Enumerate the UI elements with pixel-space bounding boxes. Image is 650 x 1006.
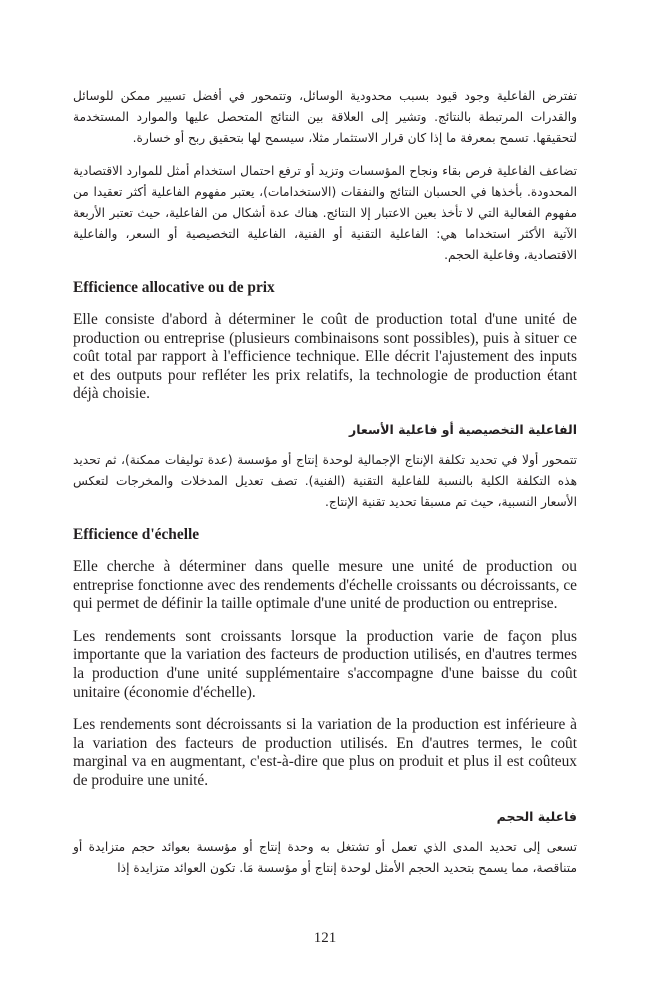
heading-efficience-echelle: Efficience d'échelle	[73, 525, 200, 543]
arabic-paragraph-intro-2: تضاعف الفاعلية فرص بقاء ونجاح المؤسسات وتزيد أو ترفع احتمال استخدام أمثل للموارد الاقتصادية المحدودة. بأخذها في الحسبان النتائج والنفقات (الاستخدامات)، يعتبر مفهوم الفاعلية أكثر تعقيدا من مفهوم الفعالية التي لا تأخذ بعين الاعتبار إلا النتائج. هناك عدة أشكال من الفاعلية، حيث تعتبر الأربعة الآتية الأكثر استخداما هي: الفاعلية التقنية أو الفنية، الفاعلية التخصيصية أو السعر، والفاعلية الاقتصادية، وفاعلية الحجم.	[73, 164, 577, 262]
heading-efficience-allocative: Efficience allocative ou de prix	[73, 279, 275, 296]
french-paragraph-echelle-3: Les rendements sont décroissants si la variation de la production est inférieure à la variation des facteurs de production utilisés. En d'autres termes, le coût marginal va en augmentant, c'est-à-dire que plus on produit et plus il est coûteux de produire une unité.	[73, 716, 577, 789]
arabic-heading-volume: فاعلية الحجم	[496, 808, 577, 824]
french-paragraph-allocative: Elle consiste d'abord à déterminer le coût de production total d'une unité de production ou entreprise (plusieurs combinaisons sont possibles), puis à situer ce coût total par rapport à l'efficience technique. Elle décrit l'ajustement des inputs et des outputs pour refléter les prix relatifs, la technologie de production étant déjà choisie.	[73, 311, 577, 403]
page-number: 121	[313, 930, 337, 946]
french-paragraph-echelle-2: Les rendements sont croissants lorsque la production varie de façon plus importante que la variation des facteurs de production utilisés, en d'autres termes la production d'une unité supplémentaire s'accompagne d'une baisse du coût unitaire (économie d'échelle).	[73, 627, 577, 701]
page-content	[73, 86, 577, 891]
french-paragraph-echelle-1: Elle cherche à déterminer dans quelle mesure une unité de production ou entreprise fonctionne avec des rendements d'échelle croissants ou décroissants, ce qui permet de définir la taille optimale d'une unité de production ou entreprise.	[73, 557, 577, 613]
arabic-paragraph-volume: تسعى إلى تحديد المدى الذي تعمل أو تشتغل به وحدة إنتاج أو مؤسسة بعوائد حجم متزايدة أو متناقصة، مما يسمح بتحديد الحجم الأمثل لوحدة إنتاج أو مؤسسة مَا. تكون العوائد متزايدة إذا	[73, 839, 577, 875]
arabic-paragraph-intro-1: تفترض الفاعلية وجود قيود بسبب محدودية الوسائل، وتتمحور في أفضل تسيير ممكن للوسائل والقدرات المرتبطة بالنتائج. وتشير إلى العلاقة بين النتائج المتحصل عليها والموارد المستخدمة لتحقيقها. تسمح بمعرفة ما إذا كان قرار الاستثمار مثلا، سيسمح لها بتحقيق ربح أو خسارة.	[73, 89, 577, 145]
arabic-heading-allocative: الفاعلية التخصيصية أو فاعلية الأسعار	[349, 421, 577, 437]
arabic-paragraph-allocative: تتمحور أولا في تحديد تكلفة الإنتاج الإجمالية لوحدة إنتاج أو مؤسسة (عدة توليفات ممكنة)، ثم تحديد هذه التكلفة الكلية بالنسبة للفاعلية التقنية (الفنية). تصف تعديل المدخلات والمخرجات لتعكس الأسعار النسبية، حيث تم مسبقا تحديد تقنية الإنتاج.	[73, 452, 577, 509]
